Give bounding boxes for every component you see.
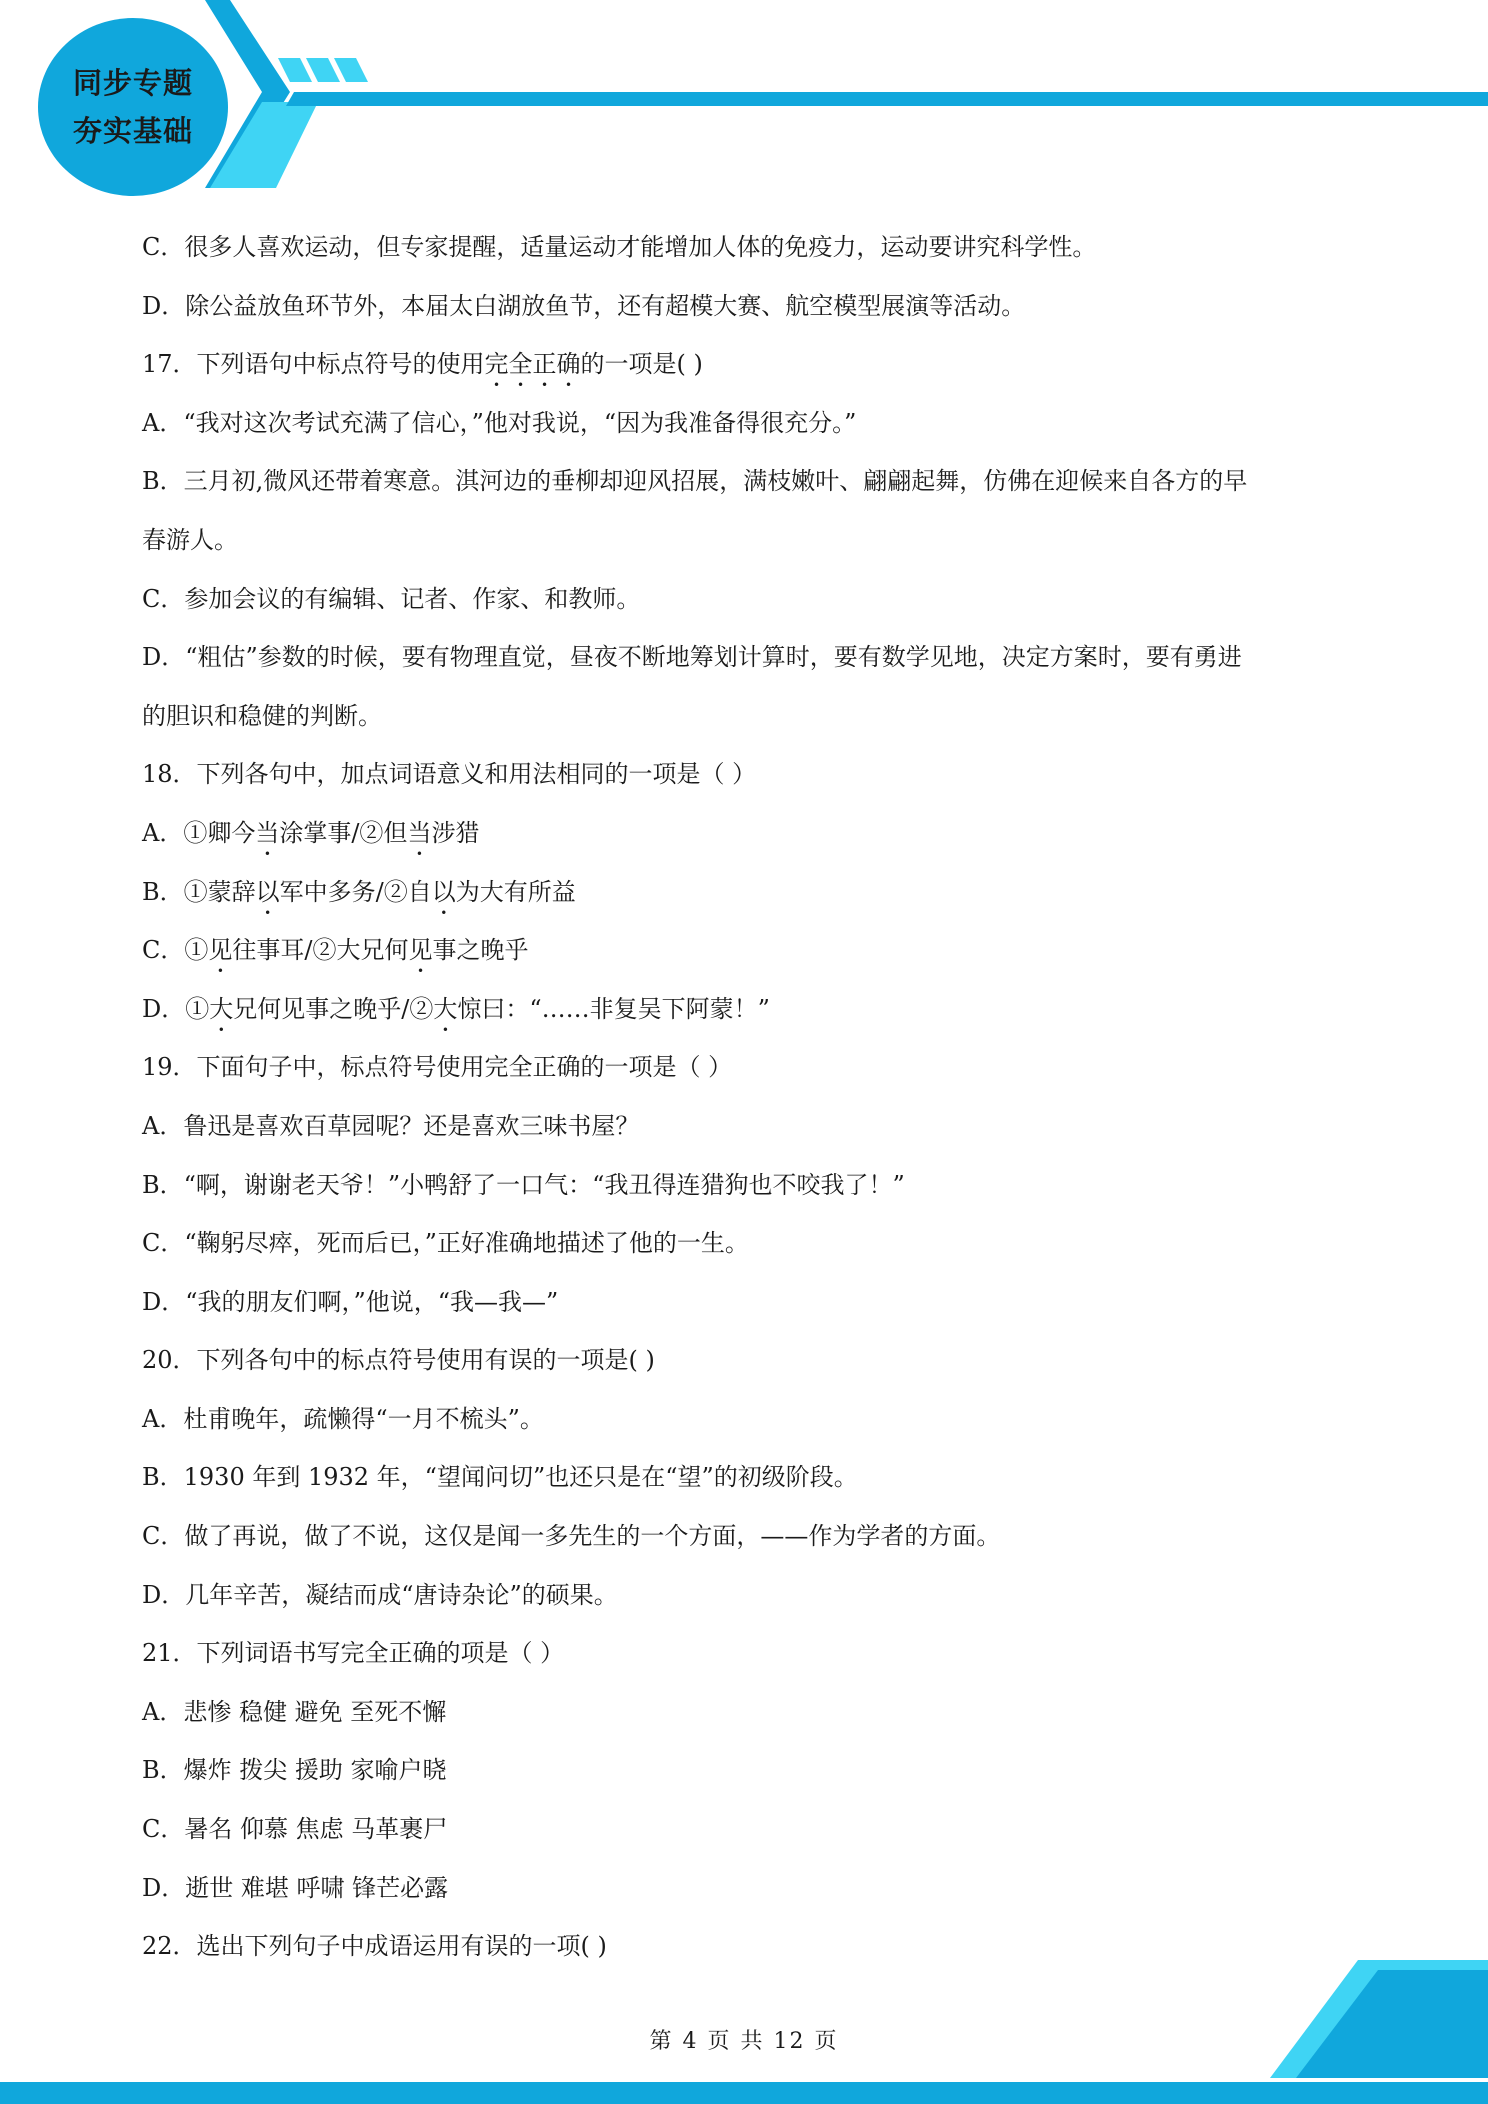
option-18b — [142, 863, 1362, 922]
question-18: 18．下列各句中，加点词语意义和用法相同的一项是（ ） — [142, 760, 757, 789]
emphasized-text: 见 — [208, 936, 233, 965]
text-segment: 事之晚乎 — [432, 936, 529, 965]
text-segment: B．①蒙辞 — [142, 877, 256, 906]
header-badge — [38, 18, 228, 196]
badge-line-1: 同步专题 — [72, 66, 193, 100]
question-17 — [142, 335, 1362, 394]
option-17b-line2: 春游人。 — [142, 525, 238, 554]
option-17d-line1: D．“粗估”参数的时候，要有物理直觉，昼夜不断地筹划计算时，要有数学见地，决定方案时，要有勇进 — [142, 643, 1242, 672]
emphasized-text: 大 — [209, 994, 234, 1023]
option-17c: C．参加会议的有编辑、记者、作家、和教师。 — [142, 584, 641, 613]
page-number: 第 4 页 共 12 页 — [649, 2029, 839, 2054]
option-18a — [142, 804, 1362, 863]
emphasized-text: 以 — [431, 877, 456, 906]
option-20b: B．1930 年到 1932 年，“望闻问切”也还只是在“望”的初级阶段。 — [142, 1463, 858, 1492]
question-17-part1: 17．下列语句中标点符号的使用 — [142, 350, 485, 379]
emphasized-text: 以 — [255, 877, 280, 906]
option-17a: A．“我对这次考试充满了信心，”他对我说，“因为我准备得很充分。” — [142, 408, 857, 437]
option-21c: C．暑名 仰慕 焦虑 马革裹尸 — [142, 1815, 448, 1844]
question-20: 20．下列各句中的标点符号使用有误的一项是( ) — [142, 1346, 655, 1375]
badge-line-2: 夯实基础 — [72, 114, 193, 148]
text-segment: 兄何见事之晚乎/② — [233, 994, 434, 1023]
document-body — [142, 218, 1362, 1976]
option-16c: C．很多人喜欢运动，但专家提醒，适量运动才能增加人体的免疫力，运动要讲究科学性。 — [142, 233, 1097, 261]
question-19: 19．下面句子中，标点符号使用完全正确的一项是（ ） — [142, 1053, 733, 1082]
emphasized-text: 当 — [407, 818, 432, 847]
option-17b-line1: B．三月初,微风还带着寒意。淇河边的垂柳却迎风招展，满枝嫩叶、翩翩起舞，仿佛在迎候来自各方的早 — [142, 467, 1248, 496]
text-segment: C．① — [142, 936, 209, 965]
text-segment: A．①卿今 — [142, 818, 256, 847]
option-19d: D．“我的朋友们啊，”他说，“我—我—” — [142, 1287, 559, 1316]
option-20c: C．做了再说，做了不说，这仅是闻一多先生的一个方面，——作为学者的方面。 — [142, 1522, 1001, 1551]
option-21b: B．爆炸 拨尖 援助 家喻户晓 — [142, 1756, 447, 1785]
text-segment: 军中多务/②自 — [279, 877, 432, 906]
option-17d-line2: 的胆识和稳健的判断。 — [142, 701, 382, 730]
text-segment: 涉猎 — [431, 818, 480, 847]
text-segment: 为大有所益 — [455, 877, 576, 906]
option-16d: D．除公益放鱼环节外，本届太白湖放鱼节，还有超模大赛、航空模型展演等活动。 — [142, 291, 1026, 320]
option-19c: C．“鞠躬尽瘁，死而后已，”正好准确地描述了他的一生。 — [142, 1229, 749, 1258]
text-segment: D．① — [142, 994, 210, 1023]
option-19b: B．“啊，谢谢老天爷！”小鸭舒了一口气：“我丑得连猎狗也不咬我了！” — [142, 1170, 905, 1199]
option-21d: D．逝世 难堪 呼啸 锋芒必露 — [142, 1873, 449, 1902]
text-segment: 惊曰：“……非复吴下阿蒙！” — [457, 994, 770, 1023]
text-segment: 往事耳/②大兄何 — [232, 936, 409, 965]
question-22: 22．选出下列句子中成语运用有误的一项( ) — [142, 1932, 607, 1961]
emphasized-text: 完全正确 — [484, 350, 581, 379]
option-20a: A．杜甫晚年，疏懒得“一月不梳头”。 — [142, 1404, 544, 1433]
option-18c — [142, 921, 1362, 980]
emphasized-text: 见 — [408, 936, 433, 965]
question-17-part3: 的一项是( ) — [580, 350, 703, 379]
option-21a: A．悲惨 稳健 避免 至死不懈 — [142, 1697, 447, 1726]
emphasized-text: 大 — [433, 994, 458, 1023]
option-19a: A．鲁迅是喜欢百草园呢？还是喜欢三味书屋？ — [142, 1111, 640, 1140]
option-20d: D．几年辛苦，凝结而成“唐诗杂论”的硕果。 — [142, 1580, 618, 1609]
text-segment: 涂掌事/②但 — [279, 818, 408, 847]
emphasized-text: 当 — [255, 818, 280, 847]
question-21: 21．下列词语书写完全正确的项是（ ） — [142, 1639, 565, 1668]
option-18d — [142, 980, 1362, 1039]
